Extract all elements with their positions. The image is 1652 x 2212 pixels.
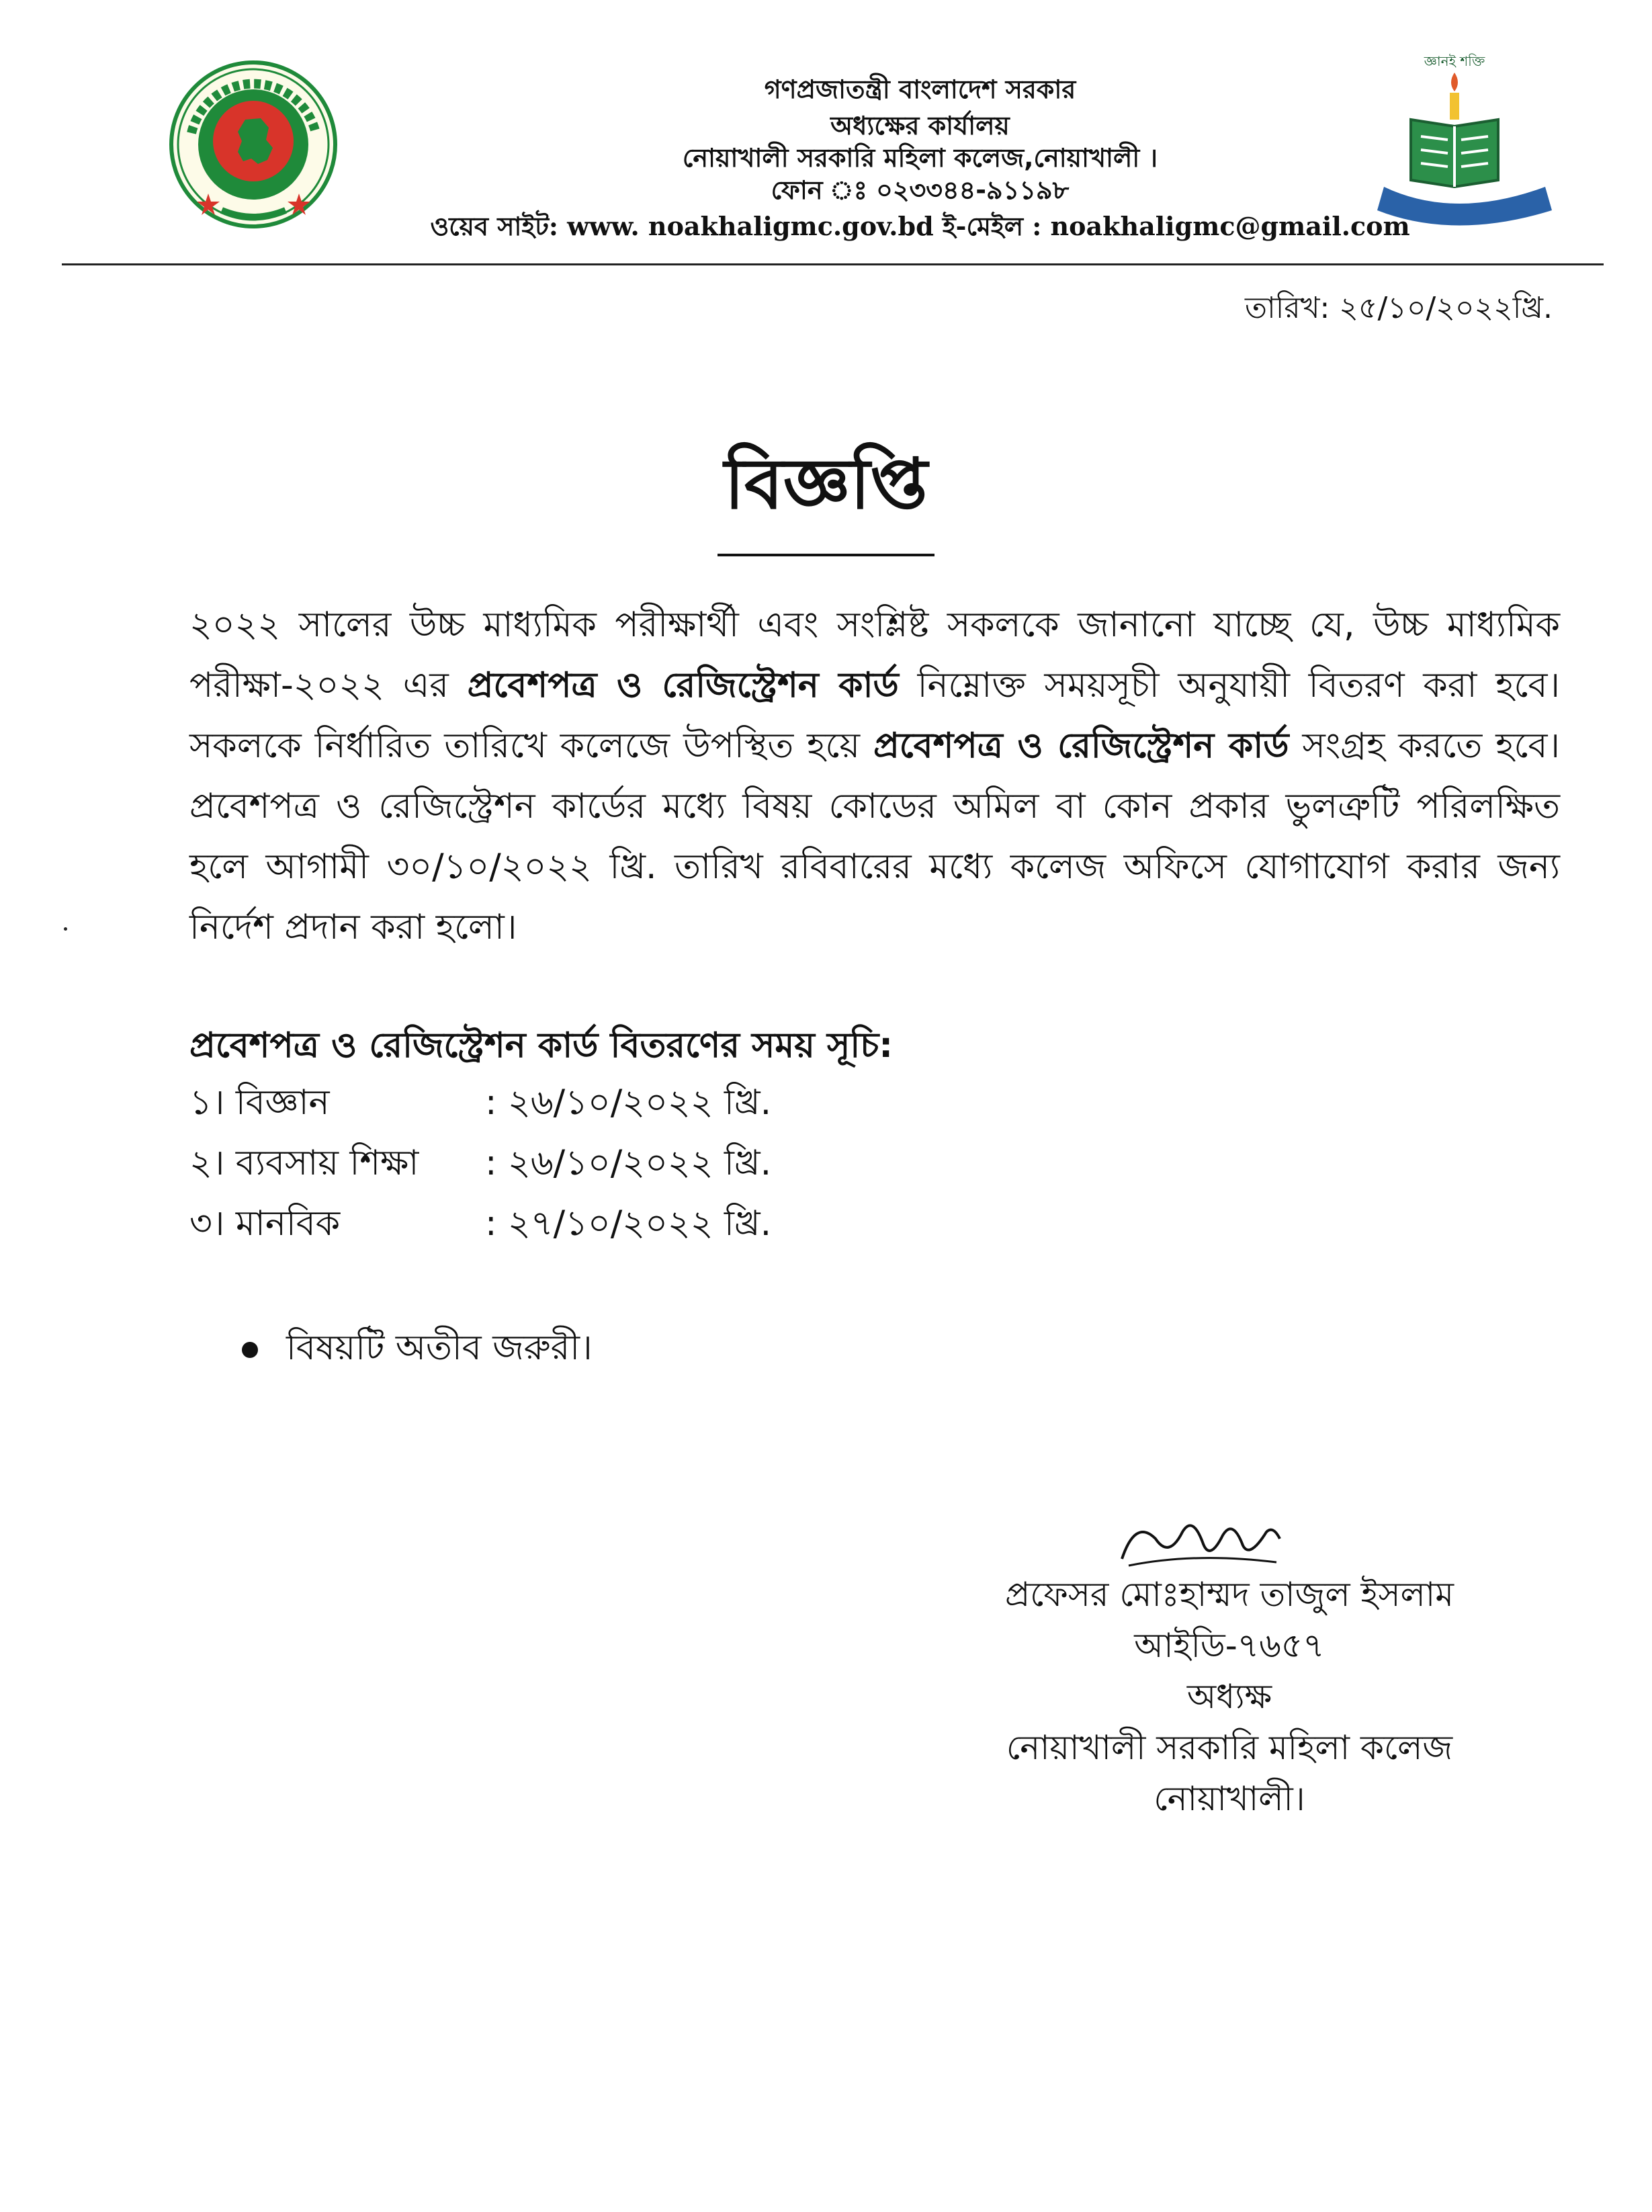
body-part-3: সংগ্রহ করতে হবে। প্রবেশপত্র ও রেজিস্ট্রেশন কার্ডের মধ্যে বিষয় কোডের অমিল বা কোন প্রকার ভুলত্রুটি পরিলক্ষিত হলে আগামী ৩০/১০/২০২২ খ্রি. তারিখ রবিবারের মধ্যে কলেজ অফিসে যোগাযোগ করার জন্য নির্দেশ প্রদান করা হলো। [189, 726, 1560, 947]
schedule-row [189, 1075, 771, 1134]
body-part-1: ২০২২ সালের উচ্চ মাধ্যমিক পরীক্ষার্থী এবং সংশ্লিষ্ট সকলকে জানানো যাচ্ছে যে, উচ্চ মাধ্যমিক পরীক্ষা-২০২২ এর [189, 605, 1560, 706]
body-bold-1: প্রবেশপত্র ও রেজিস্ট্রেশন কার্ড [467, 665, 899, 706]
schedule-label: ৩। মানবিক [189, 1203, 341, 1244]
schedule-label: ২। ব্যবসায় শিক্ষা [189, 1143, 419, 1183]
signature-icon [1108, 1512, 1290, 1572]
signatory-designation: অধ্যক্ষ [1186, 1677, 1272, 1716]
schedule-row [189, 1196, 771, 1254]
scan-speck [64, 927, 67, 931]
signatory-place: নোয়াখালী। [1154, 1779, 1305, 1818]
schedule-date: : ২৬/১০/২০২২ খ্রি. [485, 1082, 772, 1123]
header-web-email: ওয়েব সাইট: www. noakhaligmc.gov.bd ই-মেইল : noakhaligmc@gmail.com [430, 211, 1410, 241]
body-part-2: নিম্নোক্ত সময়সূচী অনুযায়ী বিতরণ করা হবে। সকলকে নির্ধারিত তারিখে কলেজে উপস্থিত হয়ে [189, 665, 1560, 766]
notice-body [189, 595, 1560, 958]
schedule-date: : ২৭/১০/২০২২ খ্রি. [485, 1203, 772, 1244]
signatory-id: আইডি-৭৬৫৭ [1134, 1626, 1325, 1665]
schedule-heading: প্রবেশপত্র ও রেজিস্ট্রেশন কার্ড বিতরণের সময় সূচি: [189, 1025, 894, 1066]
header-line-3: নোয়াখালী সরকারি মহিলা কলেজ,নোয়াখালী । [682, 143, 1158, 173]
notice-title-text: বিজ্ঞপ্তি [718, 430, 934, 556]
urgent-note-text: বিষয়টি অতীব জরুরী। [286, 1328, 593, 1368]
header-divider [62, 263, 1604, 265]
signatory-block [994, 1569, 1465, 1824]
header-line-1: গণপ্রজাতন্ত্রী বাংলাদেশ সরকার [764, 75, 1076, 104]
notice-title [0, 430, 1652, 556]
bullet-icon [242, 1342, 258, 1358]
header-line-2: অধ্যক্ষের কার্যালয় [830, 111, 1010, 140]
schedule-row [189, 1136, 771, 1194]
signatory-name: প্রফেসর মোঃহাম্মদ তাজুল ইসলাম [1004, 1575, 1454, 1614]
header-phone: ফোন ঃ ০২৩৩৪৪-৯১১৯৮ [771, 175, 1070, 205]
body-bold-2: প্রবেশপত্র ও রেজিস্ট্রেশন কার্ড [873, 726, 1289, 766]
svg-text:জ্ঞানই শক্তি: জ্ঞানই শক্তি [1424, 53, 1485, 69]
schedule-label: ১। বিজ্ঞান [189, 1082, 330, 1123]
urgent-note [242, 1320, 593, 1379]
signatory-institution: নোয়াখালী সরকারি মহিলা কলেজ [1006, 1728, 1453, 1767]
notice-date: তারিখ: ২৫/১০/২০২২খ্রি. [1245, 291, 1553, 325]
schedule-date: : ২৬/১০/২০২২ খ্রি. [485, 1143, 772, 1183]
